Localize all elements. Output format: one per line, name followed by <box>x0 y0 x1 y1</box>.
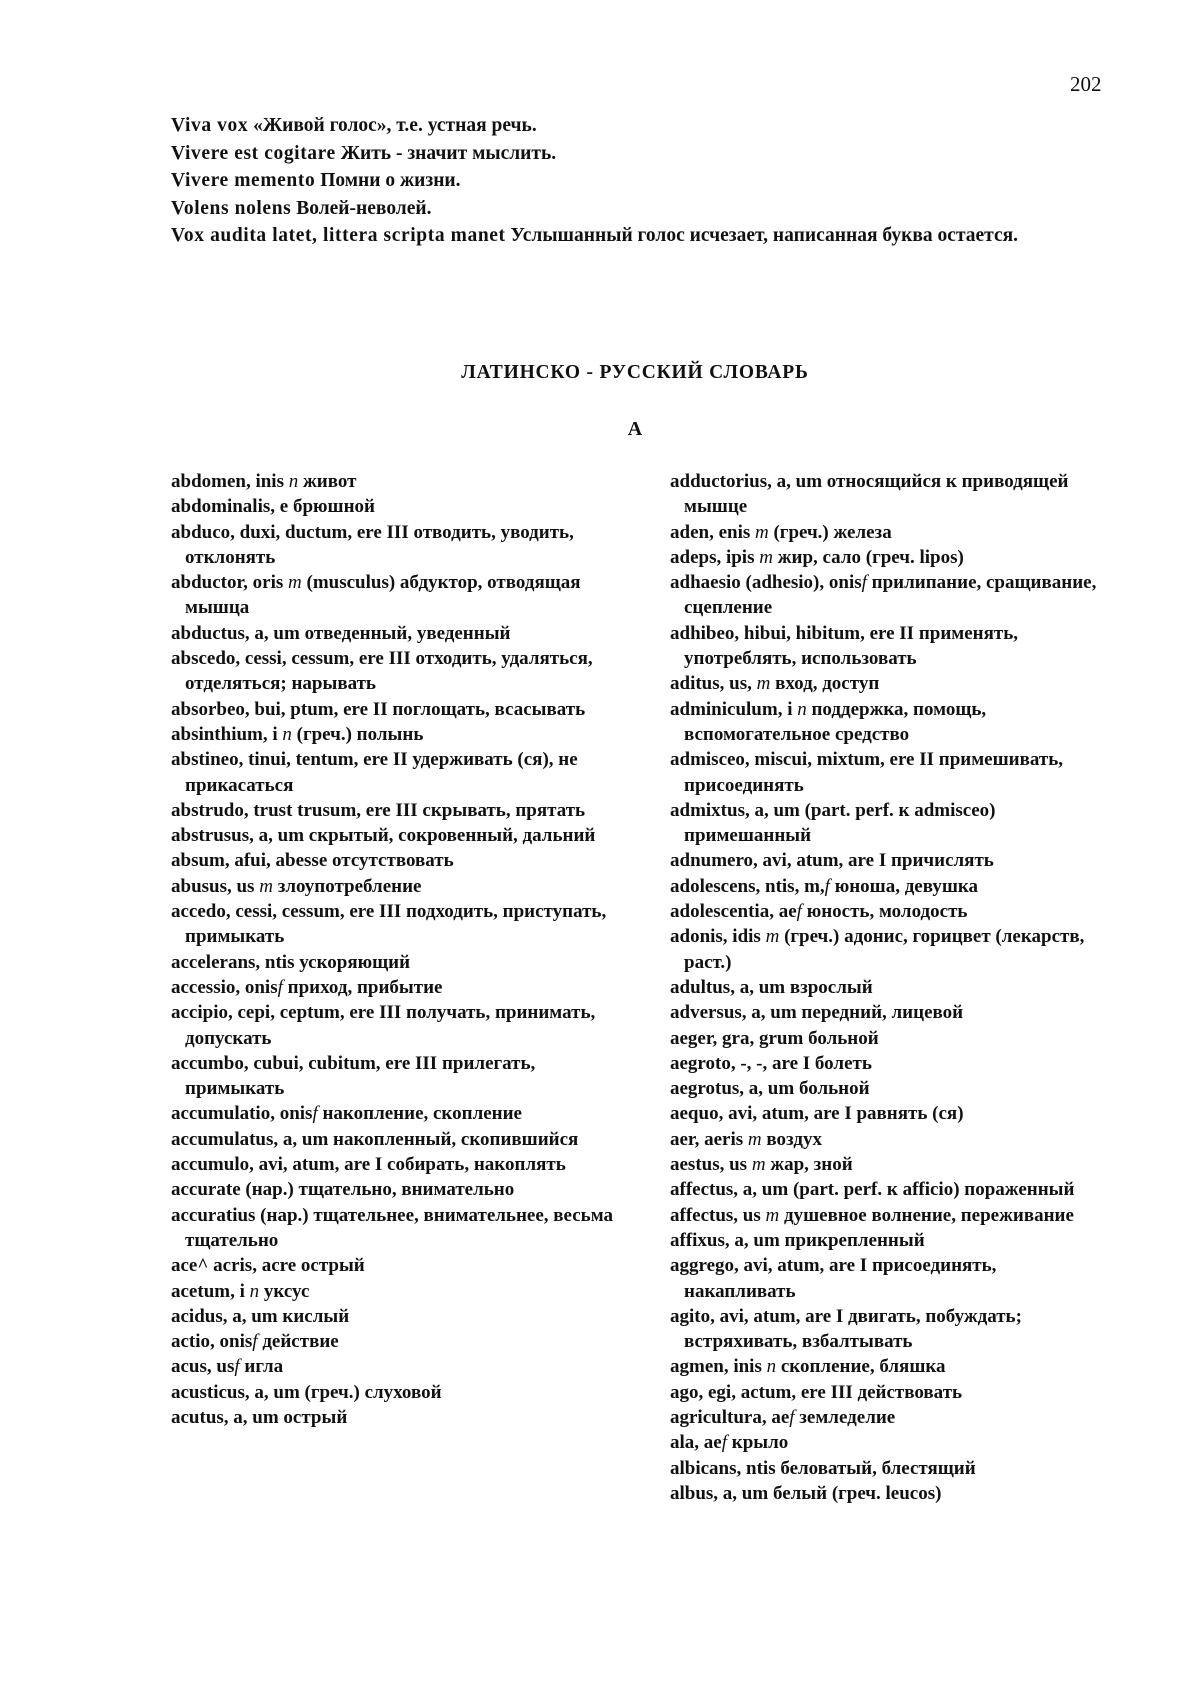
entry-text: aegrotus, a, um больной <box>670 1078 870 1100</box>
entry-gender: f <box>721 1432 727 1454</box>
entry-translation: земледелие <box>794 1406 896 1428</box>
entry-text: abscedo, cessi, cessum, ere III отходить, удаляться, отделяться; нарывать <box>171 648 593 695</box>
entry-text: adnumero, avi, atum, are I причислять <box>670 850 994 872</box>
entry-gender: m <box>755 521 769 543</box>
dictionary-entry <box>670 1354 1110 1379</box>
dictionary-entry <box>670 848 1110 873</box>
dictionary-entry <box>171 874 636 899</box>
dictionary-entry <box>171 1354 636 1379</box>
entry-gender: f <box>789 1406 795 1428</box>
entry-gender: n <box>288 471 299 492</box>
dictionary-entry <box>670 697 1110 748</box>
entry-text: agmen, inis <box>670 1356 767 1378</box>
entry-translation: крыло <box>727 1432 789 1454</box>
entry-text: aditus, us, <box>670 673 757 695</box>
entry-text: absorbeo, bui, ptum, ere II поглощать, всасывать <box>171 698 586 720</box>
entry-gender: f <box>234 1356 240 1378</box>
entry-gender: f <box>277 976 283 998</box>
phrase-russian: Услышанный голос исчезает, написанная буква остается. <box>510 225 1019 246</box>
dictionary-entry <box>670 899 1110 924</box>
dictionary-entry <box>670 1026 1110 1051</box>
intro-phrase <box>171 140 1071 168</box>
entry-gender: f <box>861 572 867 594</box>
entry-text: aestus, us <box>670 1154 752 1176</box>
entry-text: aer, aeris <box>670 1128 748 1150</box>
dictionary-entry <box>670 1203 1110 1228</box>
dictionary-entry <box>670 545 1110 570</box>
entry-text: agricultura, ae <box>670 1406 790 1428</box>
dictionary-entry <box>670 1253 1110 1304</box>
dictionary-entry <box>670 621 1110 672</box>
dictionary-entry <box>171 520 636 571</box>
entry-text: abduco, duxi, ductum, ere III отводить, уводить, отклонять <box>171 521 574 568</box>
entry-text: accumulatus, a, um накопленный, скопившийся <box>171 1128 579 1150</box>
phrase-russian: Жить - значит мыслить. <box>340 142 557 164</box>
entry-text: abstrudo, trust trusum, ere III скрывать, прятать <box>171 799 586 821</box>
entry-text: abductor, oris <box>171 572 289 594</box>
entry-text: accurate (нар.) тщательно, внимательно <box>171 1179 515 1201</box>
dictionary-entry <box>171 1101 636 1126</box>
phrase-russian: Помни о жизни. <box>320 170 461 191</box>
dictionary-entry <box>670 1304 1110 1355</box>
entry-gender: f <box>312 1103 318 1125</box>
entry-text: aegroto, -, -, are I болеть <box>670 1052 872 1074</box>
dictionary-entry <box>670 1481 1110 1506</box>
dictionary-entry <box>670 1456 1110 1481</box>
dictionary-entry <box>670 1076 1110 1101</box>
dictionary-entry <box>670 1380 1110 1405</box>
entry-text: adhibeo, hibui, hibitum, ere II применять, употреблять, использовать <box>670 622 1019 670</box>
entry-text: accumbo, cubui, cubitum, ere III прилегать, примыкать <box>171 1052 536 1100</box>
entry-text: absum, afui, abesse отсутствовать <box>171 850 454 872</box>
dictionary-entry <box>171 1329 636 1354</box>
entry-text: actio, onis <box>171 1331 253 1353</box>
entry-translation: душевное волнение, переживание <box>779 1204 1074 1226</box>
dictionary-entry <box>171 1000 636 1051</box>
entry-translation: действие <box>257 1331 339 1353</box>
dictionary-entry <box>171 950 636 975</box>
entry-translation: юноша, девушка <box>829 875 979 897</box>
dictionary-entry <box>171 798 636 823</box>
phrase-latin: Viva vox <box>171 115 249 136</box>
entry-text: admixtus, a, um (part. perf. к admisceo) примешанный <box>670 799 996 847</box>
dictionary-entry <box>171 697 636 722</box>
entry-text: adultus, a, um взрослый <box>670 976 873 998</box>
phrase-russian: Волей-неволей. <box>296 197 432 219</box>
phrase-latin: Vivere memento <box>171 170 316 191</box>
entry-text: ago, egi, actum, ere III действовать <box>670 1381 963 1403</box>
dictionary-entry <box>171 570 636 621</box>
phrase-latin: Volens nolens <box>171 197 292 219</box>
intro-phrases <box>171 112 1071 250</box>
entry-text: abductus, a, um отведенный, уведенный <box>171 622 511 644</box>
entry-translation: приход, прибытие <box>282 976 443 998</box>
entry-text: adhaesio (adhesio), onis <box>670 572 862 594</box>
entry-text: adductorius, a, um относящийся к приводящей мышце <box>670 471 1069 518</box>
dictionary-entry <box>171 621 636 646</box>
entry-translation: (греч.) железа <box>768 521 892 543</box>
entry-gender: f <box>252 1331 258 1353</box>
dictionary-entry <box>670 1051 1110 1076</box>
intro-phrase <box>171 112 1071 140</box>
entry-text: absinthium, i <box>171 723 283 745</box>
dictionary-entry <box>171 899 636 950</box>
dictionary-entry <box>171 469 636 494</box>
dictionary-entry <box>670 1430 1110 1455</box>
entry-gender: m <box>747 1128 762 1150</box>
entry-translation: скопление, бляшка <box>776 1356 946 1378</box>
entry-text: acutus, a, um острый <box>171 1406 348 1428</box>
dictionary-entry <box>670 1000 1110 1025</box>
entry-text: aequo, avi, atum, are I равнять (ся) <box>670 1103 964 1125</box>
page-number: 202 <box>1070 72 1102 96</box>
entry-text: accedo, cessi, cessum, ere III подходить, приступать, примыкать <box>171 901 607 948</box>
dictionary-title: ЛАТИНСКО - РУССКИЙ СЛОВАРЬ <box>461 362 809 383</box>
entry-gender: n <box>797 698 807 720</box>
entry-translation: жар, зной <box>765 1154 853 1176</box>
dictionary-entry <box>670 1405 1110 1430</box>
entry-text: adeps, ipis <box>670 546 760 568</box>
dictionary-entry <box>670 520 1110 545</box>
entry-text: ace^ acris, acre острый <box>171 1255 365 1277</box>
entry-text: agito, avi, atum, are I двигать, побуждать; встряхивать, взбалтывать <box>670 1305 1022 1353</box>
phrase-latin: Vox audita latet, littera scripta manet <box>171 225 506 246</box>
dictionary-entry <box>670 1152 1110 1177</box>
dictionary-entry <box>171 1203 636 1254</box>
phrase-latin: Vivere est cogitare <box>171 142 336 164</box>
dictionary-entry <box>171 646 636 697</box>
dictionary-entry <box>670 570 1110 621</box>
entry-gender: m <box>288 572 302 594</box>
entry-translation: (греч.) полынь <box>291 723 424 745</box>
dictionary-entry <box>670 469 1110 520</box>
entry-gender: m <box>765 1204 780 1226</box>
dictionary-entry <box>171 1177 636 1202</box>
entry-translation: прилипание, сращивание, сцепление <box>684 572 1097 619</box>
dictionary-entry <box>670 975 1110 1000</box>
entry-translation: воздух <box>761 1128 822 1150</box>
entry-text: aeger, gra, grum больной <box>670 1027 879 1049</box>
entry-gender: m <box>259 875 273 897</box>
dictionary-entry <box>171 1405 636 1430</box>
entry-text: affectus, a, um (part. perf. к afficio) пораженный <box>670 1179 1075 1201</box>
entry-text: acusticus, a, um (греч.) слуховой <box>171 1381 442 1403</box>
dictionary-entry <box>670 671 1110 696</box>
entry-text: albus, a, um белый (греч. leucos) <box>670 1482 942 1504</box>
entry-gender: m <box>765 926 780 948</box>
entry-text: albicans, ntis беловатый, блестящий <box>670 1457 976 1479</box>
entry-text: admisceo, miscui, mixtum, ere II примешивать, присоединять <box>670 749 1064 796</box>
entry-text: abusus, us <box>171 875 260 897</box>
entry-text: accipio, cepi, ceptum, ere III получать, принимать, допускать <box>171 1002 596 1049</box>
entry-text: accumulatio, onis <box>171 1103 313 1125</box>
entry-text: abdominalis, e брюшной <box>171 496 375 518</box>
entry-translation: (греч.) адонис, горицвет (лекарств, раст.) <box>684 926 1085 973</box>
entry-gender: f <box>796 901 802 923</box>
dictionary-entry <box>171 494 636 519</box>
dictionary-entry <box>171 823 636 848</box>
entry-gender: n <box>249 1280 260 1302</box>
entry-text: accumulo, avi, atum, are I собирать, накоплять <box>171 1154 566 1176</box>
entry-text: acus, us <box>171 1356 235 1378</box>
entry-gender: f <box>824 875 830 897</box>
entry-text: adolescentia, ae <box>670 901 797 923</box>
entry-text: aggrego, avi, atum, are I присоединять, накапливать <box>670 1255 997 1302</box>
dictionary-entry <box>171 1127 636 1152</box>
entry-text: affectus, us <box>670 1204 766 1226</box>
entry-text: ala, ae <box>670 1432 722 1454</box>
entry-translation: жир, сало (греч. lipos) <box>772 546 964 568</box>
entry-gender: n <box>766 1356 777 1378</box>
entry-translation: накопление, скопление <box>317 1103 522 1125</box>
entry-text: accuratius (нар.) тщательнее, внимательнее, весьма тщательно <box>171 1204 614 1251</box>
dictionary-entry <box>171 1304 636 1329</box>
entry-text: accessio, onis <box>171 976 278 998</box>
entry-text: abstineo, tinui, tentum, ere II удерживать (ся), не прикасаться <box>171 749 578 796</box>
section-letter: А <box>627 418 643 440</box>
entry-text: affixus, a, um прикрепленный <box>670 1229 925 1251</box>
entry-text: aden, enis <box>670 521 755 543</box>
entry-text: adolescens, ntis, m, <box>670 875 825 897</box>
entry-text: acetum, i <box>171 1280 250 1302</box>
dictionary-column-right <box>670 469 1110 1506</box>
entry-text: acidus, a, um кислый <box>171 1305 350 1327</box>
dictionary-entry <box>670 1101 1110 1126</box>
dictionary-entry <box>171 848 636 873</box>
dictionary-entry <box>171 747 636 798</box>
dictionary-entry <box>171 722 636 747</box>
entry-translation: игла <box>239 1356 284 1378</box>
dictionary-entry <box>670 1177 1110 1202</box>
dictionary-entry <box>171 1152 636 1177</box>
dictionary-entry <box>171 1380 636 1405</box>
entry-translation: злоупотребление <box>272 875 422 897</box>
entry-translation: живот <box>298 471 357 492</box>
intro-phrase <box>171 195 1071 223</box>
entry-translation: (musculus) абдуктор, отводящая мышца <box>185 572 581 619</box>
entry-gender: n <box>282 723 292 745</box>
entry-text: abdomen, inis <box>171 471 289 492</box>
entry-text: adminiculum, i <box>670 698 798 720</box>
entry-text: adversus, a, um передний, лицевой <box>670 1002 964 1024</box>
dictionary-entry <box>670 747 1110 798</box>
dictionary-entry <box>171 1051 636 1102</box>
dictionary-column-left <box>171 469 636 1430</box>
dictionary-entry <box>670 798 1110 849</box>
dictionary-entry <box>171 1279 636 1304</box>
entry-translation: вход, доступ <box>770 673 880 695</box>
entry-translation: уксус <box>259 1280 310 1302</box>
entry-text: abstrusus, a, um скрытый, сокровенный, дальний <box>171 825 596 847</box>
dictionary-entry <box>670 924 1110 975</box>
entry-translation: поддержка, помощь, вспомогательное средство <box>684 698 987 745</box>
entry-translation: юность, молодость <box>801 901 968 923</box>
dictionary-entry <box>670 1127 1110 1152</box>
dictionary-entry <box>670 1228 1110 1253</box>
dictionary-entry <box>171 1253 636 1278</box>
entry-text: accelerans, ntis ускоряющий <box>171 951 411 973</box>
intro-phrase <box>171 222 1071 250</box>
dictionary-entry <box>171 975 636 1000</box>
entry-gender: m <box>756 673 771 695</box>
intro-phrase <box>171 167 1071 195</box>
entry-gender: m <box>751 1154 766 1176</box>
entry-gender: m <box>759 546 773 568</box>
entry-text: adonis, idis <box>670 926 766 948</box>
dictionary-entry <box>670 874 1110 899</box>
phrase-russian: «Живой голос», т.е. устная речь. <box>253 115 537 136</box>
